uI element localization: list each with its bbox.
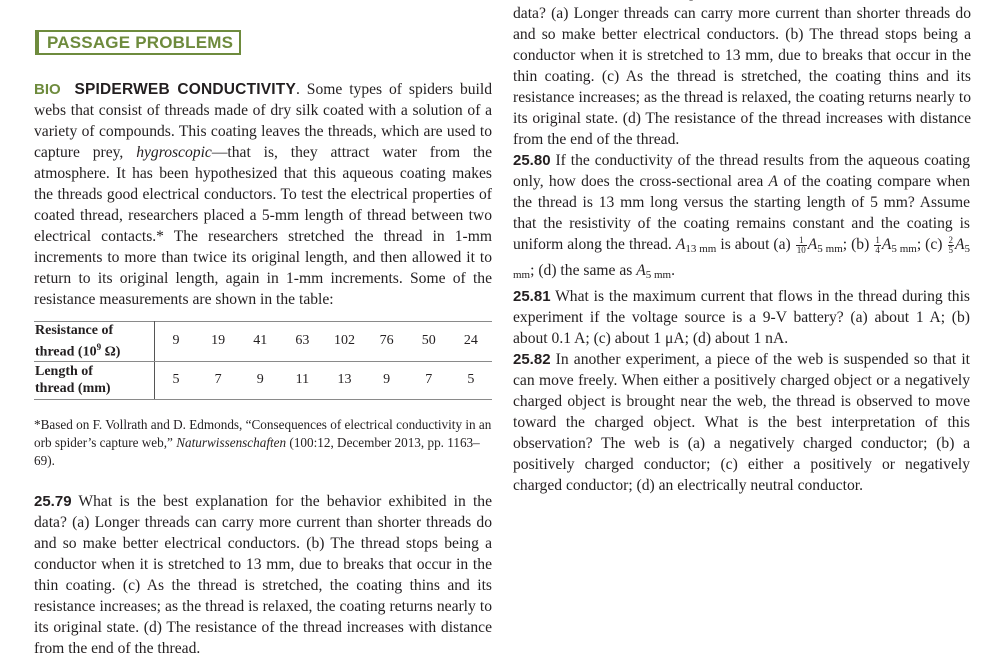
problem-text: of the coating compare when the thread is 13 mm long versus the starting length of 5 mm? Assume that the resistivity of the coating remains constant and the coating is uniform along the thread.	[513, 173, 970, 253]
subscript-13mm: 13 mm	[685, 243, 717, 255]
row-header-unit: Ω)	[101, 344, 121, 360]
table-cell: 50	[408, 322, 450, 362]
intro-paragraph	[34, 79, 492, 310]
row-header-line1: Resistance of	[35, 323, 114, 338]
resistance-table	[34, 321, 492, 400]
problem-25-82	[513, 349, 970, 496]
fraction-a	[796, 236, 807, 255]
table-cell: 7	[408, 361, 450, 399]
row-header-line2: thread (10	[35, 344, 97, 360]
problem-text: ; (d) the same as	[530, 262, 637, 279]
problem-text: What is the maximum current that flows in the thread during this experiment if the voltage source is a 9-V battery? (a) about 1 A; (b) about 0.1 A; (c) about 1 μA; (d) about 1 nA.	[513, 288, 970, 347]
variable-a: A	[881, 236, 892, 253]
intro-text-b: —that is, they attract water from the atmosphere. It has been hypothesized that this aqueous coating makes the threads good electrical conductors. To test the electrical properties of coated thread, researchers placed a 5-mm length of thread between two electrical contacts.* The researchers stretched the thread in 1-mm increments to more than twice its original length, and then allowed it to return to its original length, again in 1-mm increments. Some of the resistance measurements are shown in the table:	[34, 144, 492, 308]
table-cell: 63	[281, 322, 323, 362]
problem-text: data? (a) Longer threads can carry more current than shorter threads do and so make better electrical conductors. (b) The thread stops being a conductor when it is stretched to 13 mm, due to breaks that occur in the thin coating. (c) As the thread is stretched, the coating thins and its resistance increases; as the thread is relaxed, the coating returns nearly to its original state. (d) The resistance of the thread increases with distance from the end of the thread.	[513, 5, 971, 148]
problem-number: 25.79	[34, 492, 72, 510]
footnote-citation: (100:12, December 2013, pp. 1163–69).	[34, 434, 480, 468]
footnote	[34, 416, 492, 470]
fraction-b	[874, 236, 881, 255]
fraction-numerator: 1	[796, 236, 807, 246]
fraction-denominator: 10	[796, 244, 806, 255]
p79-continuation-frame	[513, 5, 971, 150]
table-cell: 76	[366, 322, 408, 362]
problem-text: If the conductivity of the thread results from the aqueous coating only, how does the cross-sectional area	[513, 152, 970, 190]
problem-text: is about (a)	[716, 236, 795, 253]
problem-text: .	[671, 262, 676, 279]
table-cell: 9	[366, 361, 408, 399]
table-cell: 5	[154, 361, 197, 399]
fraction-numerator: 1	[875, 234, 880, 245]
table-cell: 41	[239, 322, 281, 362]
fraction-c	[948, 236, 955, 255]
left-column	[34, 30, 493, 657]
passage-title: SPIDERWEB CONDUCTIVITY	[74, 81, 296, 98]
table-cell: 24	[450, 322, 492, 362]
variable-a: A	[768, 173, 779, 190]
problem-text: In another experiment, a piece of the web is suspended so that it can move freely. When either a positively charged object or a negatively charged object is brought near the web, the thread is observed to move toward the charged object. What is the best interpretation of this observation? The web is (a) a negatively charged conductor; (b) a positively charged conductor; (c) either a positively or negatively charged conductor; (d) an electrically neutral conductor.	[513, 351, 970, 494]
table-cell: 7	[197, 361, 239, 399]
table-cell: 102	[323, 322, 365, 362]
row-header-resistance	[34, 322, 154, 362]
variable-a: A	[955, 236, 965, 253]
table-cell: 5	[450, 361, 492, 399]
row-header-exponent: 9	[96, 342, 102, 352]
subscript-5mm: 5 mm	[891, 243, 917, 255]
var-a13: A	[675, 236, 686, 253]
problem-25-79-continued	[513, 0, 971, 150]
footnote-text: *Based on F. Vollrath and D. Edmonds, “Consequences of electrical conductivity in an orb spider’s capture web,”	[34, 416, 492, 450]
subscript-5mm: 5 mm	[645, 269, 672, 281]
problem-25-79	[34, 491, 492, 657]
row-header-line1: Length of	[35, 364, 93, 380]
table-cell: 11	[281, 361, 323, 399]
table-row-resistance	[34, 322, 492, 362]
journal-name: Naturwissenschaften	[176, 434, 287, 450]
bio-tag: BIO	[34, 81, 61, 98]
row-header-line2: thread (mm)	[35, 381, 111, 397]
problem-25-80	[513, 150, 970, 286]
problem-text: What is the best explanation for the behavior exhibited in the data? (a) Longer threads can carry more current than shorter threads do and so make better electrical conductors. (b) The thread stops being a conductor when it is stretched to 13 mm, due to breaks that occur in the thin coating. (c) As the thread is stretched, the coating thins and its resistance increases; as the thread is relaxed, the coating returns nearly to its original state. (d) The resistance of the thread increases with distance from the end of the thread.	[34, 492, 492, 657]
table-cell: 9	[239, 361, 281, 399]
row-header-length	[34, 361, 154, 399]
problem-number: 25.82	[513, 351, 551, 368]
fraction-denominator: 4	[875, 244, 880, 255]
problem-25-81	[513, 286, 970, 349]
problem-text: ; (c)	[916, 236, 947, 253]
hygroscopic-term: hygroscopic	[136, 144, 212, 161]
table-cell: 9	[154, 322, 197, 362]
problem-number: 25.80	[513, 152, 551, 169]
intro-text-a: . Some types of spiders build webs that consist of threads made of dry silk coated with a solution of a variety of compounds. This coating leaves the threads, which are used to capture prey,	[34, 81, 493, 161]
problem-text: ; (b)	[842, 236, 874, 253]
fraction-numerator: 2	[948, 234, 953, 245]
table-cell: 19	[197, 322, 239, 362]
subscript-5mm: 5 mm	[817, 243, 843, 255]
problem-number: 25.81	[513, 288, 551, 305]
variable-a: A	[807, 236, 818, 253]
subscript-5mm: 5 mm	[513, 243, 971, 281]
variable-a: A	[636, 262, 646, 279]
table-row-length	[34, 361, 492, 399]
fraction-denominator: 5	[948, 244, 953, 255]
table-cell: 13	[323, 361, 365, 399]
section-header: PASSAGE PROBLEMS	[35, 30, 241, 55]
